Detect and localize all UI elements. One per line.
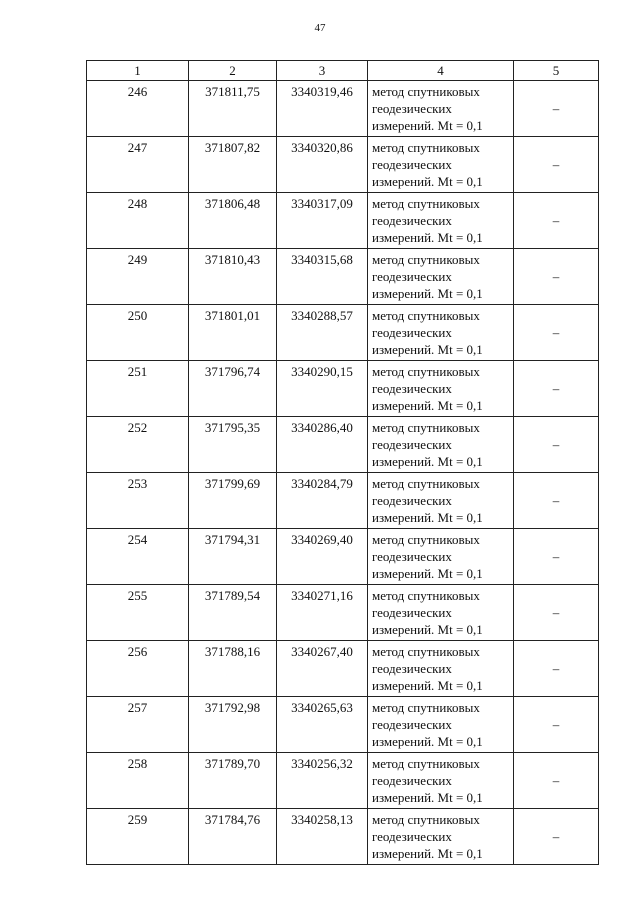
method-line: метод спутниковых — [372, 532, 480, 547]
method-line: метод спутниковых — [372, 644, 480, 659]
table-header — [87, 61, 599, 81]
x-coordinate-cell: 371811,75 — [189, 81, 277, 137]
note-cell: – — [514, 753, 599, 809]
method-line: метод спутниковых — [372, 756, 480, 771]
column-header-5: 5 — [514, 61, 599, 81]
coordinates-table — [86, 60, 599, 865]
table-body — [87, 81, 599, 865]
method-cell — [368, 249, 514, 305]
method-line: геодезических — [372, 101, 452, 116]
note-cell: – — [514, 305, 599, 361]
point-number-cell: 250 — [87, 305, 189, 361]
method-line: измерений. Mt = 0,1 — [372, 398, 483, 413]
note-cell: – — [514, 361, 599, 417]
method-cell — [368, 529, 514, 585]
table-row — [87, 249, 599, 305]
method-cell — [368, 193, 514, 249]
method-line: метод спутниковых — [372, 588, 480, 603]
method-line: геодезических — [372, 717, 452, 732]
method-cell — [368, 305, 514, 361]
method-line: метод спутниковых — [372, 252, 480, 267]
method-line: измерений. Mt = 0,1 — [372, 230, 483, 245]
x-coordinate-cell: 371789,70 — [189, 753, 277, 809]
column-header-3: 3 — [277, 61, 368, 81]
method-cell — [368, 473, 514, 529]
point-number-cell: 255 — [87, 585, 189, 641]
x-coordinate-cell: 371784,76 — [189, 809, 277, 865]
x-coordinate-cell: 371788,16 — [189, 641, 277, 697]
x-coordinate-cell: 371801,01 — [189, 305, 277, 361]
table-row — [87, 81, 599, 137]
y-coordinate-cell: 3340317,09 — [277, 193, 368, 249]
method-line: метод спутниковых — [372, 140, 480, 155]
method-line: геодезических — [372, 325, 452, 340]
column-header-1: 1 — [87, 61, 189, 81]
method-line: геодезических — [372, 213, 452, 228]
method-line: измерений. Mt = 0,1 — [372, 510, 483, 525]
x-coordinate-cell: 371799,69 — [189, 473, 277, 529]
table-row — [87, 697, 599, 753]
table-row — [87, 809, 599, 865]
x-coordinate-cell: 371794,31 — [189, 529, 277, 585]
y-coordinate-cell: 3340320,86 — [277, 137, 368, 193]
method-line: метод спутниковых — [372, 812, 480, 827]
method-cell — [368, 585, 514, 641]
table-row — [87, 641, 599, 697]
method-line: геодезических — [372, 605, 452, 620]
x-coordinate-cell: 371806,48 — [189, 193, 277, 249]
table-row — [87, 137, 599, 193]
method-line: измерений. Mt = 0,1 — [372, 454, 483, 469]
note-cell: – — [514, 417, 599, 473]
note-cell: – — [514, 249, 599, 305]
y-coordinate-cell: 3340315,68 — [277, 249, 368, 305]
point-number-cell: 254 — [87, 529, 189, 585]
note-cell: – — [514, 697, 599, 753]
y-coordinate-cell: 3340258,13 — [277, 809, 368, 865]
method-line: метод спутниковых — [372, 420, 480, 435]
table-row — [87, 529, 599, 585]
method-cell — [368, 641, 514, 697]
y-coordinate-cell: 3340284,79 — [277, 473, 368, 529]
method-line: геодезических — [372, 269, 452, 284]
method-line: измерений. Mt = 0,1 — [372, 566, 483, 581]
method-line: метод спутниковых — [372, 700, 480, 715]
method-line: измерений. Mt = 0,1 — [372, 342, 483, 357]
method-line: геодезических — [372, 493, 452, 508]
method-line: геодезических — [372, 549, 452, 564]
column-header-2: 2 — [189, 61, 277, 81]
x-coordinate-cell: 371789,54 — [189, 585, 277, 641]
table-row — [87, 753, 599, 809]
method-line: метод спутниковых — [372, 364, 480, 379]
method-cell — [368, 81, 514, 137]
method-cell — [368, 697, 514, 753]
method-line: измерений. Mt = 0,1 — [372, 174, 483, 189]
header-row — [87, 61, 599, 81]
method-line: измерений. Mt = 0,1 — [372, 734, 483, 749]
point-number-cell: 253 — [87, 473, 189, 529]
method-line: геодезических — [372, 661, 452, 676]
point-number-cell: 246 — [87, 81, 189, 137]
x-coordinate-cell: 371792,98 — [189, 697, 277, 753]
column-header-4: 4 — [368, 61, 514, 81]
y-coordinate-cell: 3340267,40 — [277, 641, 368, 697]
x-coordinate-cell: 371807,82 — [189, 137, 277, 193]
table-row — [87, 193, 599, 249]
method-line: геодезических — [372, 157, 452, 172]
note-cell: – — [514, 193, 599, 249]
table-row — [87, 585, 599, 641]
point-number-cell: 259 — [87, 809, 189, 865]
note-cell: – — [514, 529, 599, 585]
point-number-cell: 252 — [87, 417, 189, 473]
point-number-cell: 251 — [87, 361, 189, 417]
method-cell — [368, 361, 514, 417]
y-coordinate-cell: 3340269,40 — [277, 529, 368, 585]
method-line: метод спутниковых — [372, 308, 480, 323]
y-coordinate-cell: 3340290,15 — [277, 361, 368, 417]
method-line: измерений. Mt = 0,1 — [372, 118, 483, 133]
method-line: измерений. Mt = 0,1 — [372, 622, 483, 637]
point-number-cell: 249 — [87, 249, 189, 305]
table-row — [87, 473, 599, 529]
method-line: измерений. Mt = 0,1 — [372, 678, 483, 693]
x-coordinate-cell: 371796,74 — [189, 361, 277, 417]
point-number-cell: 256 — [87, 641, 189, 697]
y-coordinate-cell: 3340286,40 — [277, 417, 368, 473]
method-line: геодезических — [372, 773, 452, 788]
x-coordinate-cell: 371810,43 — [189, 249, 277, 305]
page-number: 47 — [314, 22, 326, 34]
x-coordinate-cell: 371795,35 — [189, 417, 277, 473]
y-coordinate-cell: 3340265,63 — [277, 697, 368, 753]
note-cell: – — [514, 137, 599, 193]
point-number-cell: 248 — [87, 193, 189, 249]
method-cell — [368, 809, 514, 865]
point-number-cell: 258 — [87, 753, 189, 809]
method-line: геодезических — [372, 437, 452, 452]
method-line: геодезических — [372, 381, 452, 396]
method-line: геодезических — [372, 829, 452, 844]
method-line: метод спутниковых — [372, 196, 480, 211]
point-number-cell: 247 — [87, 137, 189, 193]
note-cell: – — [514, 641, 599, 697]
y-coordinate-cell: 3340319,46 — [277, 81, 368, 137]
method-cell — [368, 417, 514, 473]
method-cell — [368, 137, 514, 193]
note-cell: – — [514, 81, 599, 137]
method-line: метод спутниковых — [372, 84, 480, 99]
note-cell: – — [514, 809, 599, 865]
table-row — [87, 361, 599, 417]
point-number-cell: 257 — [87, 697, 189, 753]
note-cell: – — [514, 473, 599, 529]
table-row — [87, 305, 599, 361]
note-cell: – — [514, 585, 599, 641]
method-line: измерений. Mt = 0,1 — [372, 790, 483, 805]
y-coordinate-cell: 3340288,57 — [277, 305, 368, 361]
table-row — [87, 417, 599, 473]
method-line: измерений. Mt = 0,1 — [372, 846, 483, 861]
method-cell — [368, 753, 514, 809]
method-line: метод спутниковых — [372, 476, 480, 491]
method-line: измерений. Mt = 0,1 — [372, 286, 483, 301]
y-coordinate-cell: 3340256,32 — [277, 753, 368, 809]
y-coordinate-cell: 3340271,16 — [277, 585, 368, 641]
